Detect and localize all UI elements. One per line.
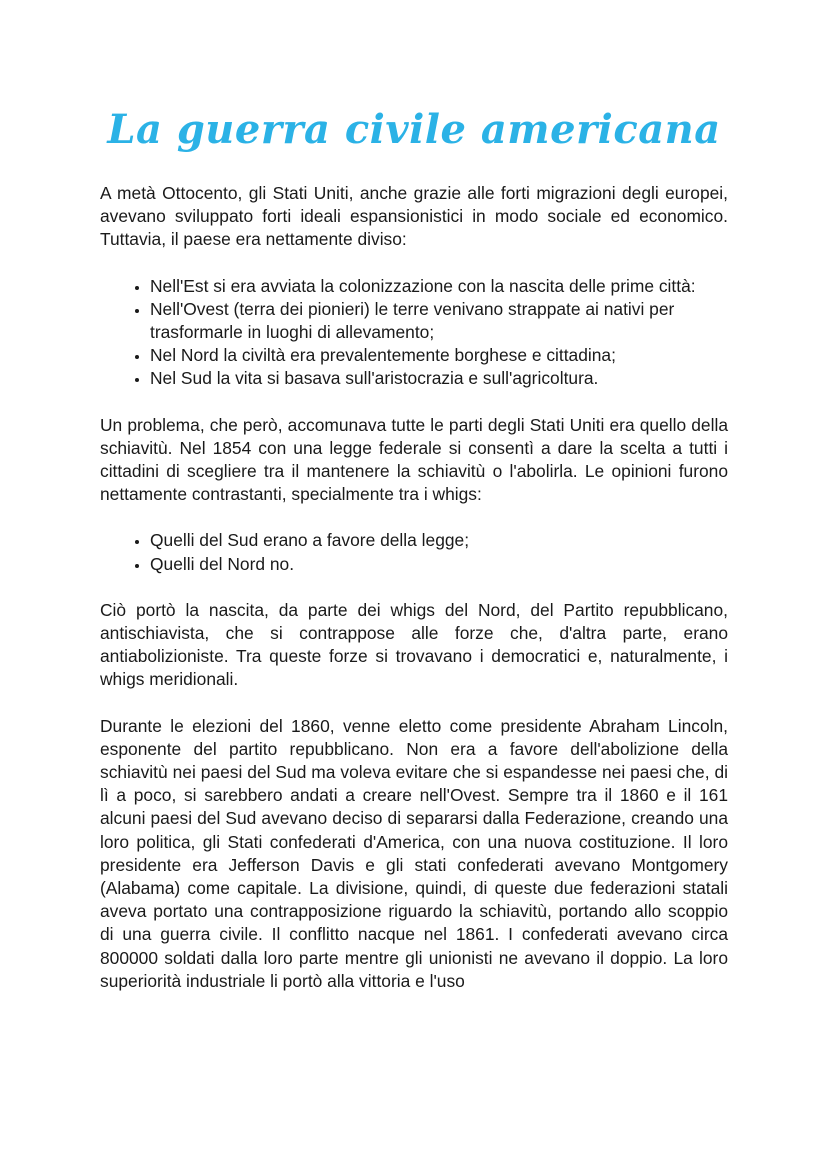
regions-list [100,275,728,391]
list-item: • Quelli del Nord no. [150,553,728,576]
list-item: • Nel Sud la vita si basava sull'aristocrazia e sull'agricoltura. [150,367,728,390]
paragraph-elections: Durante le elezioni del 1860, venne eletto come presidente Abraham Lincoln, esponente del partito repubblicano. Non era a favore dell'abolizione della schiavitù nei paesi del Sud ma voleva evitare che si espandesse nei paesi che, di lì a poco, si sarebbero andati a creare nell'Ovest. Sempre tra il 1860 e il 161 alcuni paesi del Sud avevano deciso di separarsi dalla Federazione, creando una loro politica, gli Stati confederati d'America, con una nuova costituzione. Il loro presidente era Jefferson Davis e gli stati confederati avevano Montgomery (Alabama) come capitale. La divisione, quindi, di queste due federazioni statali aveva portato una contrapposizione riguardo la schiavitù, portando allo scoppio di una guerra civile. Il conflitto nacque nel 1861. I confederati avevano circa 800000 soldati dalla loro parte mentre gli unionisti ne avevano il doppio. La loro superiorità industriale li portò alla vittoria e l'uso [100,715,728,991]
paragraph-slavery: Un problema, che però, accomunava tutte le parti degli Stati Uniti era quello della schiavitù. Nel 1854 con una legge federale si consentì a dare la scelta a tutti i cittadini di scegliere tra il mantenere la schiavitù o l'abolirla. Le opinioni furono nettamente contrastanti, specialmente tra i whigs: [100,414,728,505]
list-item: • Nel Nord la civiltà era prevalentemente borghese e cittadina; [150,344,728,367]
list-item: • Quelli del Sud erano a favore della legge; [150,529,728,552]
paragraph-republican-party: Ciò portò la nascita, da parte dei whigs del Nord, del Partito repubblicano, antischiavista, che si contrappose alle forze che, d'altra parte, erano antiabolizioniste. Tra queste forze si trovavano i democratici e, naturalmente, i whigs meridionali. [100,599,728,690]
page-title: La guerra civile americana [107,106,721,153]
whigs-list [100,529,728,575]
list-item: • Nell'Ovest (terra dei pionieri) le terre venivano strappate ai nativi per trasformarle in luoghi di allevamento; [150,298,728,344]
list-item: • Nell'Est si era avviata la colonizzazione con la nascita delle prime città: [150,275,728,298]
document-page [100,104,728,1016]
paragraph-intro: A metà Ottocento, gli Stati Uniti, anche grazie alle forti migrazioni degli europei, avevano sviluppato forti ideali espansionistici in modo sociale ed economico. Tuttavia, il paese era nettamente diviso: [100,183,728,250]
